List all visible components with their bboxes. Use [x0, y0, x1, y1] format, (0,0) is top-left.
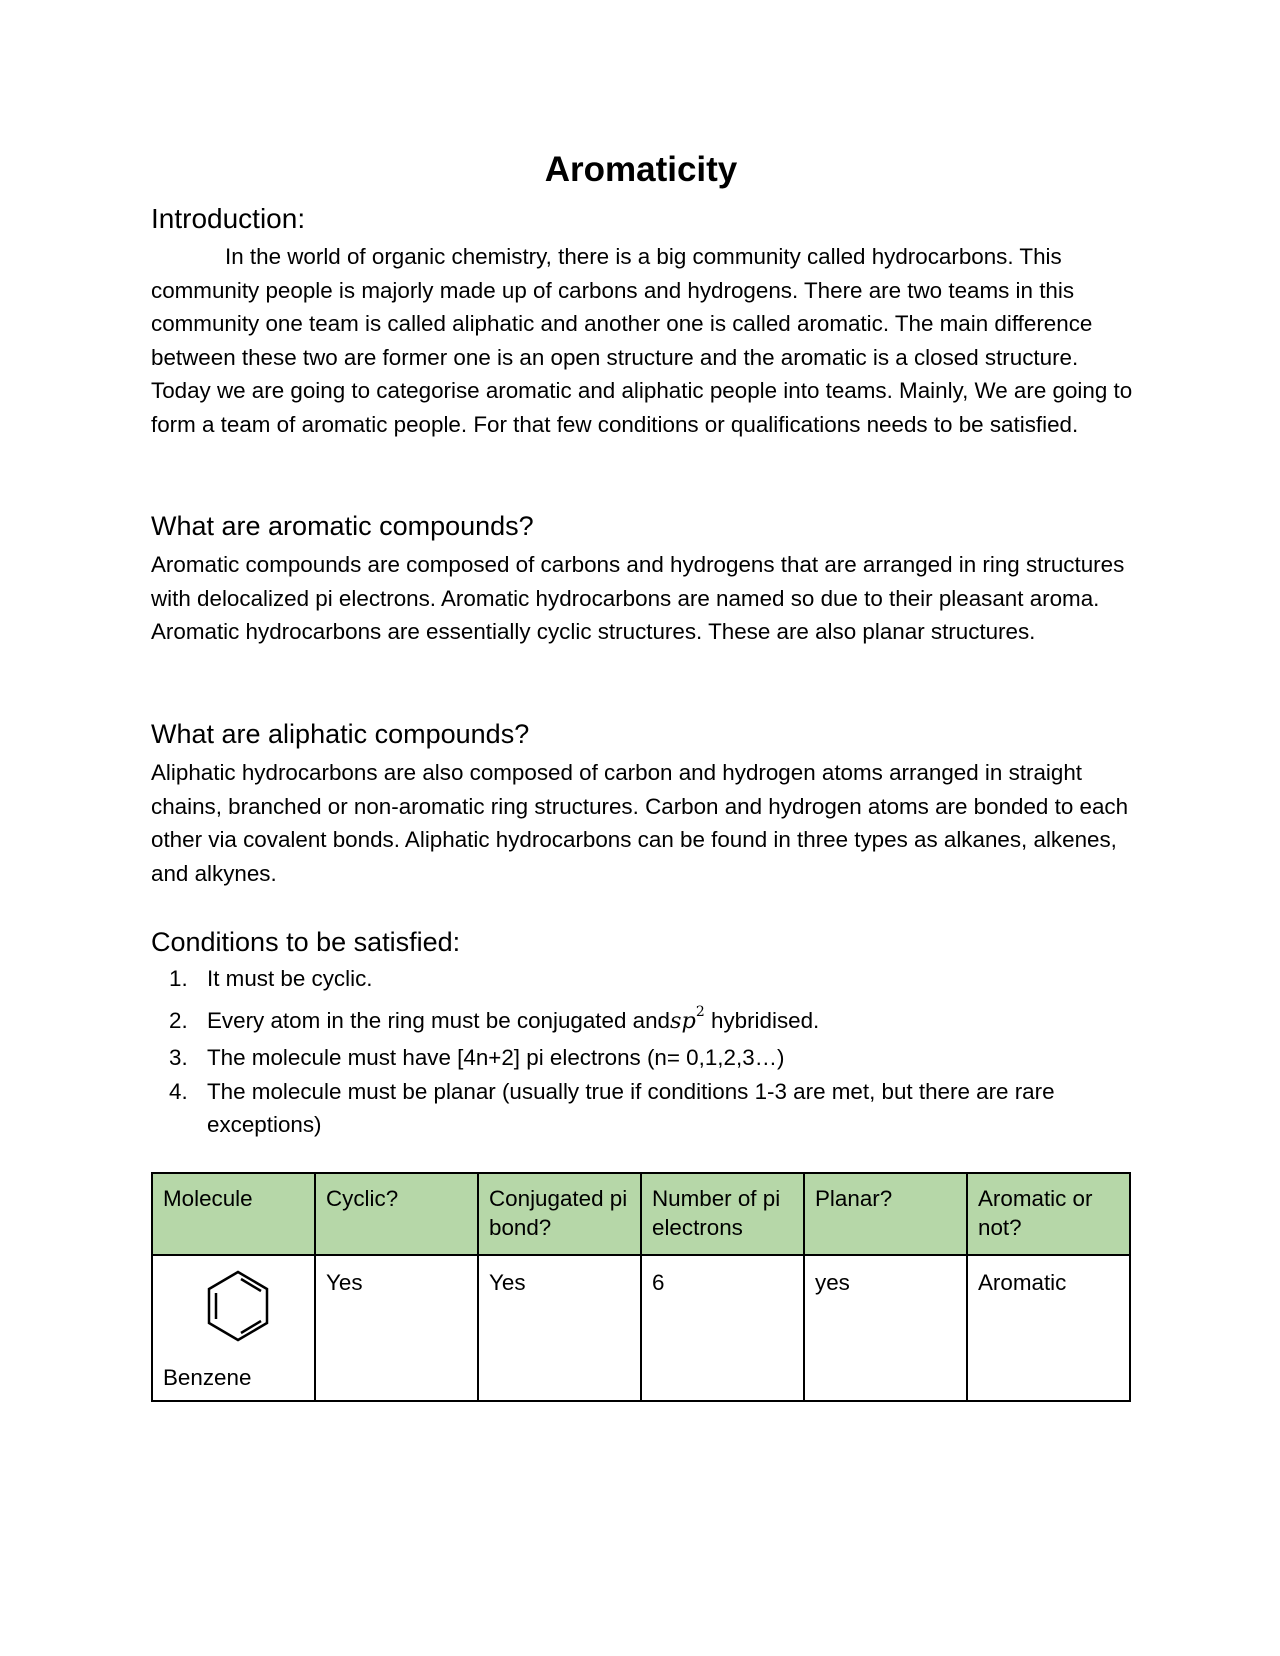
molecule-cell — [152, 1255, 315, 1401]
introduction-heading: Introduction: — [151, 203, 306, 234]
aliphatic-compounds-heading: What are aliphatic compounds? — [151, 719, 530, 749]
aromatic-compounds-paragraph: Aromatic compounds are composed of carbons and hydrogens that are arranged in ring structures with delocalized pi electrons. Aromatic hydrocarbons are named so due to their pleasant aroma. Aromatic hydrocarbons are essentially cyclic structures. These are also planar structures. — [151, 552, 1125, 644]
introduction-paragraph: In the world of organic chemistry, there is a big community called hydrocarbons. This community people is majorly made up of carbons and hydrogens. There are two teams in this community one team is called aliphatic and another one is called aromatic. The main difference between these two are former one is an open structure and the aromatic is a closed structure. Today we are going to categorise aromatic and aliphatic people into teams. Mainly, We are going to form a team of aromatic people. For that few conditions or qualifications needs to be satisfied. — [151, 244, 1133, 437]
column-header-cyclic: Cyclic? — [315, 1173, 478, 1255]
conditions-list — [151, 962, 1131, 1142]
column-header-conjugated: Conjugated pi bond? — [478, 1173, 641, 1255]
conditions-heading: Conditions to be satisfied: — [151, 927, 461, 957]
cyclic-cell: Yes — [315, 1255, 478, 1401]
list-number: 3. — [169, 1045, 188, 1070]
pi-electrons-cell: 6 — [641, 1255, 804, 1401]
condition-text-after: hybridised. — [704, 1007, 820, 1033]
condition-item — [151, 1075, 1131, 1142]
aromatic-compounds-heading: What are aromatic compounds? — [151, 511, 534, 541]
column-header-molecule: Molecule — [152, 1173, 315, 1255]
planar-cell: yes — [804, 1255, 967, 1401]
column-header-pi-electrons: Number of pi electrons — [641, 1173, 804, 1255]
aromatic-cell: Aromatic — [967, 1255, 1130, 1401]
list-number: 4. — [169, 1078, 188, 1104]
column-header-aromatic: Aromatic or not? — [967, 1173, 1130, 1255]
condition-item — [151, 1041, 1131, 1075]
table-row — [152, 1255, 1130, 1401]
list-number: 1. — [169, 966, 188, 991]
aromaticity-table — [151, 1172, 1131, 1402]
aliphatic-compounds-paragraph: Aliphatic hydrocarbons are also composed of carbon and hydrogen atoms arranged in straight chains, branched or non-aromatic ring structures. Carbon and hydrogen atoms are bonded to each other via covalent bonds. Aliphatic hydrocarbons can be found in three types as alkanes, alkenes, and alkynes. — [151, 760, 1129, 886]
list-number: 2. — [169, 1007, 188, 1033]
condition-text: The molecule must have [4n+2] pi electrons (n= 0,1,2,3…) — [207, 1045, 785, 1070]
math-superscript: 2 — [695, 1003, 705, 1020]
condition-text: The molecule must be planar (usually true if conditions 1-3 are met, but there are rare exceptions) — [207, 1078, 1055, 1137]
table-header-row — [152, 1173, 1130, 1255]
benzene-ring-icon — [203, 1268, 273, 1346]
math-sp: sp — [670, 1007, 696, 1034]
condition-text: Every atom in the ring must be conjugated and — [207, 1007, 671, 1033]
document-title: Aromaticity — [544, 150, 738, 189]
conjugated-cell: Yes — [478, 1255, 641, 1401]
condition-text: It must be cyclic. — [207, 966, 373, 991]
condition-item — [151, 962, 1131, 996]
molecule-name: Benzene — [163, 1365, 252, 1390]
column-header-planar: Planar? — [804, 1173, 967, 1255]
condition-item — [151, 1004, 1131, 1042]
